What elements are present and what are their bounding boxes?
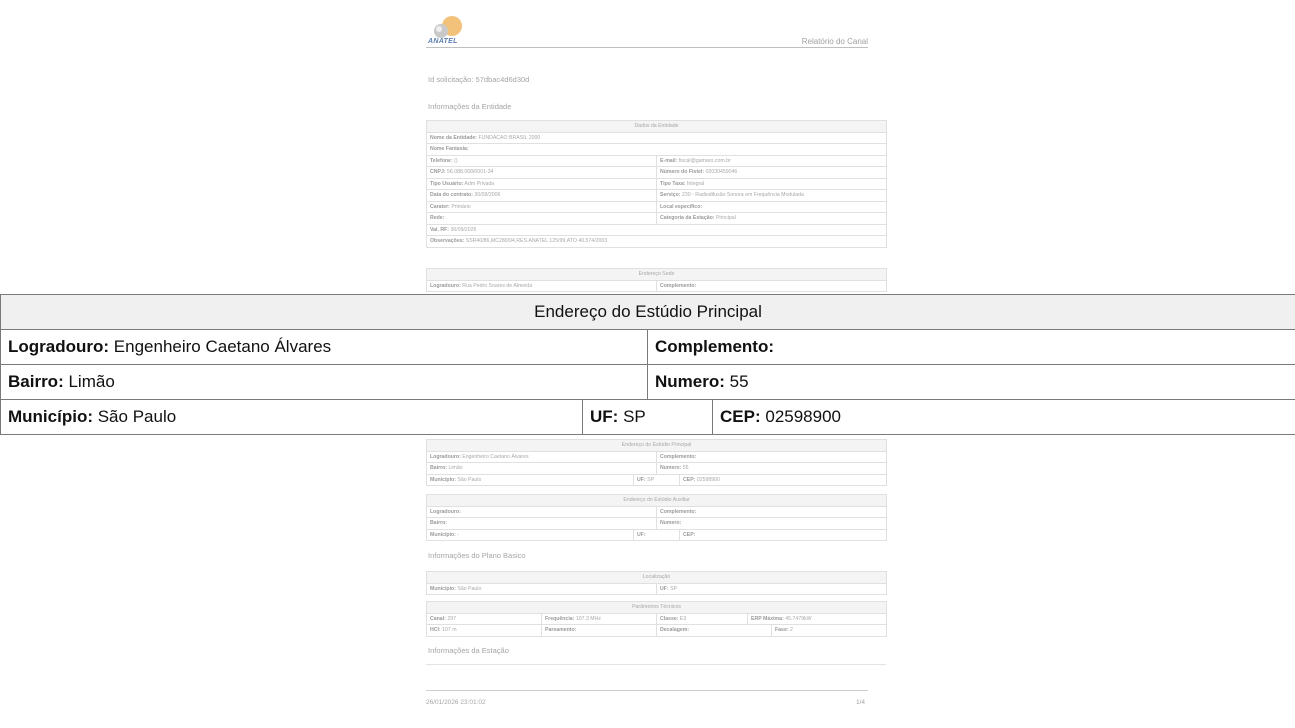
header-divider <box>426 47 868 48</box>
table-cell: E-mail: fiscal@gamaro.com.br <box>657 155 887 167</box>
table-cell: Bairro: Limão <box>427 463 657 475</box>
table-cell: Logradouro: Rua Pedro Soares de Almeida <box>427 280 657 292</box>
table-cell: Logradouro: Engenheiro Caetano Álvares <box>427 451 657 463</box>
table-cell: Complemento: <box>657 506 887 518</box>
table-cell: Nome da Entidade: FUNDACAO BRASIL 2000 <box>427 132 887 144</box>
table-cell: Município: São Paulo <box>427 583 657 595</box>
table-cell: Rede: <box>427 213 657 225</box>
table-cell: Município: São Paulo <box>427 474 634 486</box>
table-cell: Data do contrato: 30/09/2006 <box>427 190 657 202</box>
table-title: Dados da Entidade <box>427 121 887 133</box>
table-cell: Frequência: 107.3 MHz <box>542 613 657 625</box>
table-cell: Classe: E3 <box>657 613 748 625</box>
table-cell: Telefone: () <box>427 155 657 167</box>
table-cell: Complemento: <box>657 451 887 463</box>
endereco-sede-table <box>426 268 887 292</box>
localizacao-table <box>426 571 887 595</box>
table-cell: Canal: 297 <box>427 613 542 625</box>
zoom-cell-logradouro: Logradouro: Engenheiro Caetano Álvares <box>1 330 648 365</box>
table-cell: Val. RF: 30/09/2026 <box>427 224 887 236</box>
parametros-table <box>426 601 887 637</box>
table-cell: Local específico: <box>657 201 887 213</box>
table-cell: Categoria da Estação: Principal <box>657 213 887 225</box>
section-title-estacao: Informações da Estação <box>428 646 509 655</box>
zoom-cell-complemento: Complemento: <box>648 330 1295 365</box>
table-cell: Fase: 2 <box>772 625 887 637</box>
table-title: Endereço do Estúdio Principal <box>427 440 887 452</box>
table-cell: UF: SP <box>634 474 680 486</box>
table-cell: Tipo Usuário: Adm Privada <box>427 178 657 190</box>
table-cell: ERP Máxima: 45.7479kW <box>748 613 887 625</box>
zoom-cell-cep: CEP: 02598900 <box>713 400 1295 435</box>
table-title: Endereço Sede <box>427 269 887 281</box>
table-cell: Complemento: <box>657 280 887 292</box>
table-cell: Numero: 55 <box>657 463 887 475</box>
zoom-table-title: Endereço do Estúdio Principal <box>1 295 1295 330</box>
table-cell: Município: - <box>427 529 634 541</box>
section-divider <box>426 664 886 665</box>
zoom-cell-municipio: Município: São Paulo <box>1 400 583 435</box>
table-cell: Tipo Taxa: Integral <box>657 178 887 190</box>
table-cell: Pareamento: <box>542 625 657 637</box>
footer-page-number: 1/4 <box>856 699 866 706</box>
table-cell: Decalagem: <box>657 625 772 637</box>
estudio-auxiliar-table <box>426 494 887 541</box>
report-title: Relatório do Canal <box>801 37 868 46</box>
table-cell: Carater: Primário <box>427 201 657 213</box>
id-solicitacao: Id solicitação: 57dbac4d6d30d <box>428 75 530 84</box>
table-cell: Bairro: <box>427 518 657 530</box>
section-title-plano: Informações do Plano Basico <box>428 551 526 560</box>
footer-date: 26/01/2026 23:01:02 <box>426 699 486 706</box>
table-cell: Numero: <box>657 518 887 530</box>
zoom-cell-numero: Numero: 55 <box>648 365 1295 400</box>
zoom-cell-uf: UF: SP <box>583 400 713 435</box>
table-cell: CEP: 02598900 <box>680 474 887 486</box>
estudio-principal-zoom-table <box>0 294 1295 435</box>
table-title: Parâmetros Técnicos <box>427 602 887 614</box>
table-cell: CNPJ: 56.088.068/0001-34 <box>427 167 657 179</box>
footer-divider <box>426 690 868 691</box>
table-cell: CEP: <box>680 529 887 541</box>
zoom-cell-bairro: Bairro: Limão <box>1 365 648 400</box>
table-cell: Serviço: 230 - Radiodifusão Sonora em Frequência Modulada <box>657 190 887 202</box>
dados-entidade-table <box>426 120 887 248</box>
table-title: Localização <box>427 572 887 584</box>
logo-text: ANATEL <box>428 38 458 45</box>
table-cell: Logradouro: <box>427 506 657 518</box>
table-title: Endereço do Estúdio Auxiliar <box>427 495 887 507</box>
table-cell: Número do Fistel: 02030459046 <box>657 167 887 179</box>
estudio-principal-table <box>426 439 887 486</box>
table-cell: Observações: SSR40/86,MC280/94,RES.ANATEL 125/99,ATO 40.574/2003 <box>427 236 887 248</box>
table-cell: HCI: 107 m <box>427 625 542 637</box>
table-cell: UF: <box>634 529 680 541</box>
table-cell: Nome Fantasia: <box>427 144 887 156</box>
table-cell: UF: SP <box>657 583 887 595</box>
section-title-entidade: Informações da Entidade <box>428 102 512 111</box>
